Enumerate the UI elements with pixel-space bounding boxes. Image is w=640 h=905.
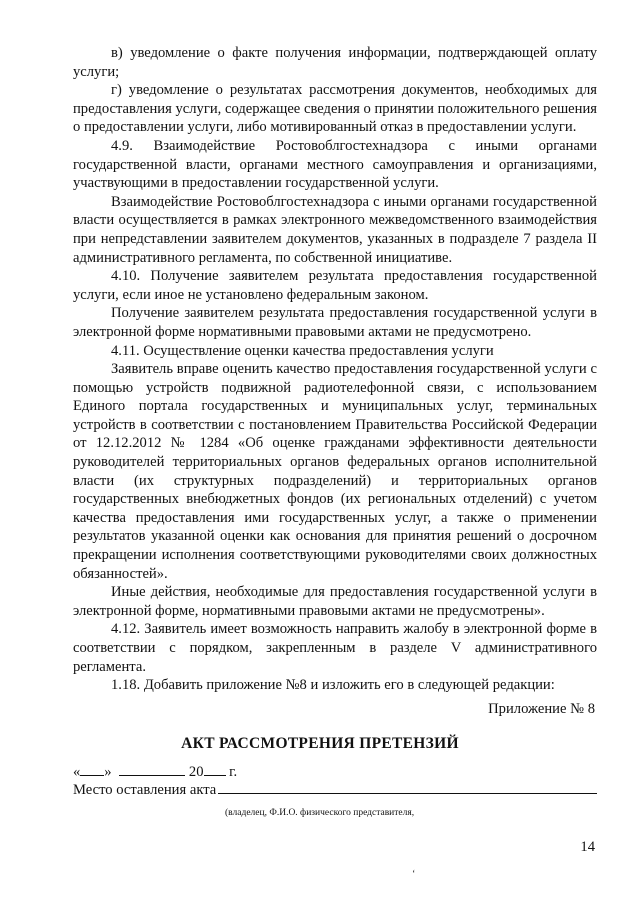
appendix-label: Приложение № 8: [488, 701, 595, 717]
month-blank: [119, 762, 185, 776]
paragraph: Заявитель вправе оценить качество предоставления государственной услуги с помощью устройств подвижной радиотелефонной связи, с использованием Единого портала государственных и муниципальных услуг, терминальных устройств в соответствии с постановлением Правительства Российской Федерации от 12.12.2012 № 1284 «Об оценке гражданами эффективности деятельности руководителей территориальных органов федеральных органов исполнительной власти (их структурных подразделений) и территориальных органов государственных внебюджетных фондов (их региональных отделений) с учетом качества предоставления ими государственных услуг, а также о применении результатов указанной оценки как основания для принятия решений о досрочном прекращении исполнения соответствующими руководителями своих должностных обязанностей».: [73, 361, 597, 582]
year-suffix: г.: [229, 764, 238, 780]
owner-caption: (владелец, Ф.И.О. физического представителя,: [225, 808, 415, 818]
date-line: [73, 762, 237, 782]
page-number: 14: [580, 839, 595, 855]
day-blank: [80, 762, 104, 776]
paragraph: 4.9. Взаимодействие Ростовоблгостехнадзора с иными органами государственной власти, органами местного самоуправления и организациями, участвующими в предоставлении государственной услуги.: [73, 137, 597, 192]
place-blank: [218, 781, 597, 794]
year-prefix: 20: [188, 764, 204, 780]
paragraph: 1.18. Добавить приложение №8 и изложить его в следующей редакции:: [111, 677, 555, 694]
year-blank: [204, 762, 226, 776]
document-body: [73, 44, 597, 695]
act-title: АКТ РАССМОТРЕНИЯ ПРЕТЕНЗИЙ: [181, 735, 459, 752]
scan-mark: ʻ: [412, 869, 416, 880]
paragraph: 4.11. Осуществление оценки качества предоставления услуги: [111, 342, 494, 359]
close-quote: »: [104, 764, 112, 780]
paragraph: Иные действия, необходимые для предоставления государственной услуги в электронной форме, нормативными правовыми актами не предусмотрены».: [73, 584, 597, 619]
paragraph: 4.12. Заявитель имеет возможность направить жалобу в электронной форме в соответствии с порядком, закрепленным в разделе V административного регламента.: [73, 621, 597, 675]
place-line: [73, 781, 597, 800]
paragraph: в) уведомление о факте получения информации, подтверждающей оплату услуги;: [73, 45, 597, 80]
paragraph: Получение заявителем результата предоставления государственной услуги в электронной форме нормативными правовыми актами не предусмотрено.: [73, 305, 597, 340]
paragraph: Взаимодействие Ростовоблгостехнадзора с иными органами государственной власти осуществляется в рамках электронного межведомственного взаимодействия при непредставлении заявителем документов, указанных в подразделе 7 раздела II административного регламента, по собственной инициативе.: [73, 193, 597, 266]
paragraph: г) уведомление о результатах рассмотрения документов, необходимых для предоставления услуги, содержащее сведения о принятии положительного решения о предоставлении услуги, либо мотивированный отказ в предоставлении услуги.: [73, 82, 597, 136]
place-label: Место оставления акта: [73, 782, 217, 798]
paragraph: 4.10. Получение заявителем результата предоставления государственной услуги, если иное не установлено федеральным законом.: [73, 268, 597, 303]
open-quote: «: [73, 764, 81, 780]
